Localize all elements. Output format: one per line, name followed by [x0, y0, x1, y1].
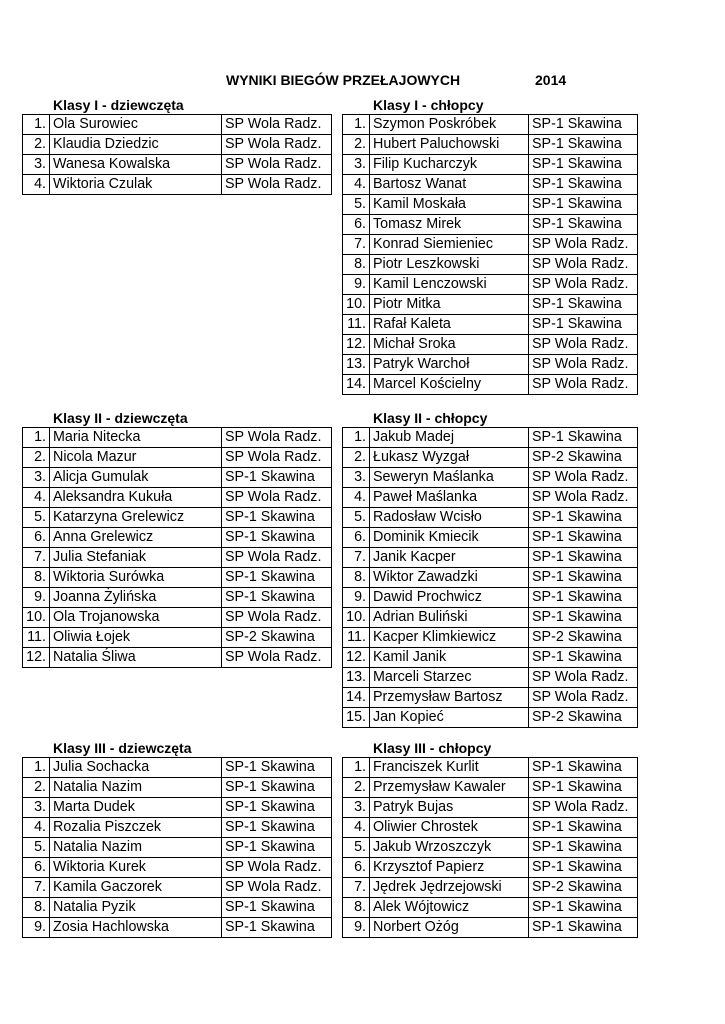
- name-cell: Joanna Żylińska: [50, 588, 222, 608]
- name-cell: Alicja Gumulak: [50, 468, 222, 488]
- place-cell: 8.: [23, 898, 50, 918]
- place-cell: 12.: [23, 648, 50, 668]
- school-cell: SP-1 Skawina: [222, 468, 332, 488]
- table-row: [343, 858, 638, 878]
- table-row: [343, 918, 638, 938]
- table-row: [343, 548, 638, 568]
- school-cell: SP-1 Skawina: [529, 778, 638, 798]
- table-row: [343, 508, 638, 528]
- school-cell: SP-1 Skawina: [529, 315, 638, 335]
- place-cell: 4.: [343, 818, 370, 838]
- table-row: [23, 115, 332, 135]
- table-row: [23, 548, 332, 568]
- table-row: [343, 235, 638, 255]
- school-cell: SP-1 Skawina: [222, 508, 332, 528]
- name-cell: Tomasz Mirek: [370, 215, 529, 235]
- place-cell: 13.: [343, 668, 370, 688]
- school-cell: SP-1 Skawina: [222, 918, 332, 938]
- place-cell: 4.: [23, 818, 50, 838]
- place-cell: 6.: [343, 858, 370, 878]
- school-cell: SP Wola Radz.: [222, 548, 332, 568]
- place-cell: 10.: [23, 608, 50, 628]
- section-3-girls-table: [22, 757, 332, 938]
- school-cell: SP Wola Radz.: [222, 175, 332, 195]
- name-cell: Nicola Mazur: [50, 448, 222, 468]
- name-cell: Natalia Nazim: [50, 778, 222, 798]
- place-cell: 14.: [343, 688, 370, 708]
- name-cell: Kamil Lenczowski: [370, 275, 529, 295]
- name-cell: Ola Trojanowska: [50, 608, 222, 628]
- school-cell: SP-1 Skawina: [222, 818, 332, 838]
- name-cell: Klaudia Dziedzic: [50, 135, 222, 155]
- name-cell: Wiktor Zawadzki: [370, 568, 529, 588]
- place-cell: 1.: [23, 428, 50, 448]
- place-cell: 11.: [23, 628, 50, 648]
- table-row: [343, 115, 638, 135]
- school-cell: SP Wola Radz.: [529, 375, 638, 395]
- section-2-girls-table: [22, 427, 332, 668]
- table-row: [23, 155, 332, 175]
- school-cell: SP-1 Skawina: [529, 838, 638, 858]
- name-cell: Wanesa Kowalska: [50, 155, 222, 175]
- place-cell: 8.: [343, 568, 370, 588]
- name-cell: Julia Sochacka: [50, 758, 222, 778]
- name-cell: Wiktoria Czulak: [50, 175, 222, 195]
- section-3-boys-table: [342, 757, 638, 938]
- school-cell: SP-2 Skawina: [529, 448, 638, 468]
- name-cell: Aleksandra Kukuła: [50, 488, 222, 508]
- place-cell: 1.: [23, 115, 50, 135]
- place-cell: 5.: [343, 195, 370, 215]
- section-3-girls-heading: Klasy III - dziewczęta: [53, 740, 192, 756]
- school-cell: SP Wola Radz.: [529, 275, 638, 295]
- name-cell: Wiktoria Kurek: [50, 858, 222, 878]
- table-row: [343, 628, 638, 648]
- school-cell: SP Wola Radz.: [529, 688, 638, 708]
- table-row: [23, 898, 332, 918]
- place-cell: 10.: [343, 608, 370, 628]
- table-row: [343, 668, 638, 688]
- table-row: [23, 858, 332, 878]
- name-cell: Michał Sroka: [370, 335, 529, 355]
- section-1-girls-table: [22, 114, 332, 195]
- table-row: [343, 175, 638, 195]
- name-cell: Marta Dudek: [50, 798, 222, 818]
- school-cell: SP-1 Skawina: [529, 135, 638, 155]
- school-cell: SP-1 Skawina: [529, 295, 638, 315]
- table-row: [343, 838, 638, 858]
- school-cell: SP Wola Radz.: [529, 468, 638, 488]
- school-cell: SP-1 Skawina: [529, 608, 638, 628]
- school-cell: SP-1 Skawina: [222, 758, 332, 778]
- name-cell: Kamila Gaczorek: [50, 878, 222, 898]
- section-2-boys-table: [342, 427, 638, 728]
- school-cell: SP-1 Skawina: [222, 588, 332, 608]
- school-cell: SP Wola Radz.: [529, 355, 638, 375]
- place-cell: 2.: [23, 778, 50, 798]
- place-cell: 7.: [343, 235, 370, 255]
- section-2-girls-heading: Klasy II - dziewczęta: [53, 410, 188, 426]
- name-cell: Krzysztof Papierz: [370, 858, 529, 878]
- place-cell: 9.: [23, 588, 50, 608]
- name-cell: Przemysław Kawaler: [370, 778, 529, 798]
- table-row: [23, 878, 332, 898]
- name-cell: Oliwia Łojek: [50, 628, 222, 648]
- table-row: [23, 628, 332, 648]
- school-cell: SP-1 Skawina: [529, 215, 638, 235]
- table-row: [343, 528, 638, 548]
- place-cell: 4.: [343, 175, 370, 195]
- table-row: [343, 648, 638, 668]
- name-cell: Zosia Hachlowska: [50, 918, 222, 938]
- place-cell: 2.: [23, 135, 50, 155]
- name-cell: Szymon Poskróbek: [370, 115, 529, 135]
- place-cell: 9.: [343, 918, 370, 938]
- place-cell: 2.: [343, 135, 370, 155]
- table-row: [23, 758, 332, 778]
- table-row: [343, 195, 638, 215]
- table-row: [343, 588, 638, 608]
- school-cell: SP Wola Radz.: [529, 668, 638, 688]
- school-cell: SP-1 Skawina: [222, 798, 332, 818]
- school-cell: SP-1 Skawina: [529, 858, 638, 878]
- name-cell: Seweryn Maślanka: [370, 468, 529, 488]
- place-cell: 9.: [343, 588, 370, 608]
- name-cell: Natalia Śliwa: [50, 648, 222, 668]
- school-cell: SP-1 Skawina: [529, 155, 638, 175]
- place-cell: 8.: [23, 568, 50, 588]
- section-1-girls-heading: Klasy I - dziewczęta: [53, 97, 184, 113]
- place-cell: 7.: [343, 548, 370, 568]
- table-row: [343, 688, 638, 708]
- table-row: [343, 468, 638, 488]
- school-cell: SP-2 Skawina: [529, 878, 638, 898]
- school-cell: SP Wola Radz.: [222, 428, 332, 448]
- section-1-boys-table: [342, 114, 638, 395]
- place-cell: 7.: [23, 878, 50, 898]
- school-cell: SP Wola Radz.: [222, 648, 332, 668]
- place-cell: 12.: [343, 335, 370, 355]
- place-cell: 1.: [343, 115, 370, 135]
- place-cell: 4.: [23, 175, 50, 195]
- place-cell: 5.: [343, 508, 370, 528]
- section-1-boys-heading: Klasy I - chłopcy: [373, 97, 484, 113]
- school-cell: SP-1 Skawina: [222, 528, 332, 548]
- place-cell: 3.: [343, 468, 370, 488]
- table-row: [23, 918, 332, 938]
- school-cell: SP-1 Skawina: [529, 548, 638, 568]
- name-cell: Kacper Klimkiewicz: [370, 628, 529, 648]
- name-cell: Filip Kucharczyk: [370, 155, 529, 175]
- name-cell: Katarzyna Grelewicz: [50, 508, 222, 528]
- place-cell: 5.: [343, 838, 370, 858]
- name-cell: Przemysław Bartosz: [370, 688, 529, 708]
- table-row: [23, 588, 332, 608]
- place-cell: 9.: [343, 275, 370, 295]
- school-cell: SP-1 Skawina: [529, 528, 638, 548]
- school-cell: SP Wola Radz.: [222, 135, 332, 155]
- place-cell: 6.: [23, 858, 50, 878]
- place-cell: 6.: [23, 528, 50, 548]
- name-cell: Oliwier Chrostek: [370, 818, 529, 838]
- name-cell: Julia Stefaniak: [50, 548, 222, 568]
- name-cell: Jan Kopieć: [370, 708, 529, 728]
- school-cell: SP Wola Radz.: [529, 255, 638, 275]
- name-cell: Piotr Leszkowski: [370, 255, 529, 275]
- place-cell: 4.: [23, 488, 50, 508]
- place-cell: 7.: [23, 548, 50, 568]
- place-cell: 8.: [343, 255, 370, 275]
- place-cell: 15.: [343, 708, 370, 728]
- name-cell: Bartosz Wanat: [370, 175, 529, 195]
- table-row: [343, 155, 638, 175]
- place-cell: 11.: [343, 315, 370, 335]
- name-cell: Dominik Kmiecik: [370, 528, 529, 548]
- place-cell: 2.: [343, 778, 370, 798]
- name-cell: Konrad Siemieniec: [370, 235, 529, 255]
- table-row: [23, 648, 332, 668]
- place-cell: 6.: [343, 215, 370, 235]
- place-cell: 5.: [23, 838, 50, 858]
- name-cell: Jakub Madej: [370, 428, 529, 448]
- table-row: [23, 818, 332, 838]
- place-cell: 13.: [343, 355, 370, 375]
- table-row: [343, 878, 638, 898]
- table-row: [23, 135, 332, 155]
- table-row: [23, 428, 332, 448]
- name-cell: Ola Surowiec: [50, 115, 222, 135]
- name-cell: Norbert Ożóg: [370, 918, 529, 938]
- table-row: [343, 778, 638, 798]
- school-cell: SP-1 Skawina: [222, 568, 332, 588]
- table-row: [343, 708, 638, 728]
- name-cell: Natalia Pyzik: [50, 898, 222, 918]
- name-cell: Wiktoria Surówka: [50, 568, 222, 588]
- place-cell: 1.: [23, 758, 50, 778]
- table-row: [23, 468, 332, 488]
- name-cell: Paweł Maślanka: [370, 488, 529, 508]
- table-row: [343, 255, 638, 275]
- table-row: [343, 448, 638, 468]
- table-row: [343, 135, 638, 155]
- name-cell: Piotr Mitka: [370, 295, 529, 315]
- place-cell: 3.: [23, 155, 50, 175]
- name-cell: Radosław Wcisło: [370, 508, 529, 528]
- place-cell: 3.: [343, 798, 370, 818]
- place-cell: 2.: [343, 448, 370, 468]
- school-cell: SP Wola Radz.: [222, 115, 332, 135]
- school-cell: SP-1 Skawina: [529, 175, 638, 195]
- school-cell: SP-1 Skawina: [222, 898, 332, 918]
- school-cell: SP-1 Skawina: [222, 778, 332, 798]
- school-cell: SP Wola Radz.: [222, 488, 332, 508]
- school-cell: SP Wola Radz.: [222, 858, 332, 878]
- school-cell: SP-2 Skawina: [222, 628, 332, 648]
- table-row: [343, 375, 638, 395]
- name-cell: Łukasz Wyzgał: [370, 448, 529, 468]
- name-cell: Patryk Warchoł: [370, 355, 529, 375]
- name-cell: Dawid Prochwicz: [370, 588, 529, 608]
- page-title: WYNIKI BIEGÓW PRZEŁAJOWYCH: [226, 72, 461, 88]
- table-row: [23, 508, 332, 528]
- table-row: [343, 608, 638, 628]
- table-row: [23, 175, 332, 195]
- table-row: [23, 568, 332, 588]
- table-row: [23, 838, 332, 858]
- school-cell: SP-1 Skawina: [529, 508, 638, 528]
- table-row: [343, 818, 638, 838]
- name-cell: Kamil Janik: [370, 648, 529, 668]
- school-cell: SP Wola Radz.: [529, 335, 638, 355]
- school-cell: SP-1 Skawina: [529, 898, 638, 918]
- year-label: 2014: [535, 72, 567, 88]
- place-cell: 3.: [23, 798, 50, 818]
- name-cell: Jakub Wrzoszczyk: [370, 838, 529, 858]
- table-row: [23, 608, 332, 628]
- table-row: [23, 488, 332, 508]
- school-cell: SP Wola Radz.: [529, 488, 638, 508]
- table-row: [343, 355, 638, 375]
- name-cell: Marceli Starzec: [370, 668, 529, 688]
- school-cell: SP-1 Skawina: [529, 115, 638, 135]
- table-row: [343, 275, 638, 295]
- name-cell: Patryk Bujas: [370, 798, 529, 818]
- school-cell: SP-1 Skawina: [529, 428, 638, 448]
- school-cell: SP-1 Skawina: [529, 648, 638, 668]
- table-row: [343, 758, 638, 778]
- name-cell: Franciszek Kurlit: [370, 758, 529, 778]
- table-row: [343, 568, 638, 588]
- school-cell: SP-1 Skawina: [529, 818, 638, 838]
- school-cell: SP-1 Skawina: [529, 568, 638, 588]
- place-cell: 10.: [343, 295, 370, 315]
- place-cell: 1.: [343, 428, 370, 448]
- name-cell: Jędrek Jędrzejowski: [370, 878, 529, 898]
- place-cell: 9.: [23, 918, 50, 938]
- place-cell: 14.: [343, 375, 370, 395]
- school-cell: SP Wola Radz.: [529, 798, 638, 818]
- place-cell: 1.: [343, 758, 370, 778]
- school-cell: SP-1 Skawina: [529, 758, 638, 778]
- place-cell: 6.: [343, 528, 370, 548]
- table-row: [343, 428, 638, 448]
- name-cell: Rozalia Piszczek: [50, 818, 222, 838]
- place-cell: 3.: [343, 155, 370, 175]
- name-cell: Alek Wójtowicz: [370, 898, 529, 918]
- place-cell: 7.: [343, 878, 370, 898]
- table-row: [343, 898, 638, 918]
- place-cell: 11.: [343, 628, 370, 648]
- table-row: [343, 315, 638, 335]
- name-cell: Natalia Nazim: [50, 838, 222, 858]
- place-cell: 4.: [343, 488, 370, 508]
- name-cell: Rafał Kaleta: [370, 315, 529, 335]
- table-row: [343, 335, 638, 355]
- table-row: [343, 295, 638, 315]
- table-row: [23, 528, 332, 548]
- table-row: [343, 215, 638, 235]
- place-cell: 3.: [23, 468, 50, 488]
- name-cell: Maria Nitecka: [50, 428, 222, 448]
- section-2-boys-heading: Klasy II - chłopcy: [373, 410, 488, 426]
- school-cell: SP-2 Skawina: [529, 708, 638, 728]
- school-cell: SP-1 Skawina: [529, 195, 638, 215]
- place-cell: 12.: [343, 648, 370, 668]
- place-cell: 2.: [23, 448, 50, 468]
- name-cell: Janik Kacper: [370, 548, 529, 568]
- table-row: [23, 778, 332, 798]
- school-cell: SP Wola Radz.: [222, 448, 332, 468]
- table-row: [23, 798, 332, 818]
- school-cell: SP-2 Skawina: [529, 628, 638, 648]
- name-cell: Anna Grelewicz: [50, 528, 222, 548]
- place-cell: 8.: [343, 898, 370, 918]
- section-3-boys-heading: Klasy III - chłopcy: [373, 740, 492, 756]
- place-cell: 5.: [23, 508, 50, 528]
- school-cell: SP-1 Skawina: [529, 588, 638, 608]
- name-cell: Marcel Kościelny: [370, 375, 529, 395]
- name-cell: Adrian Buliński: [370, 608, 529, 628]
- table-row: [343, 488, 638, 508]
- school-cell: SP Wola Radz.: [222, 155, 332, 175]
- school-cell: SP Wola Radz.: [222, 878, 332, 898]
- school-cell: SP Wola Radz.: [529, 235, 638, 255]
- school-cell: SP-1 Skawina: [222, 838, 332, 858]
- table-row: [343, 798, 638, 818]
- name-cell: Hubert Paluchowski: [370, 135, 529, 155]
- school-cell: SP Wola Radz.: [222, 608, 332, 628]
- school-cell: SP-1 Skawina: [529, 918, 638, 938]
- name-cell: Kamil Moskała: [370, 195, 529, 215]
- table-row: [23, 448, 332, 468]
